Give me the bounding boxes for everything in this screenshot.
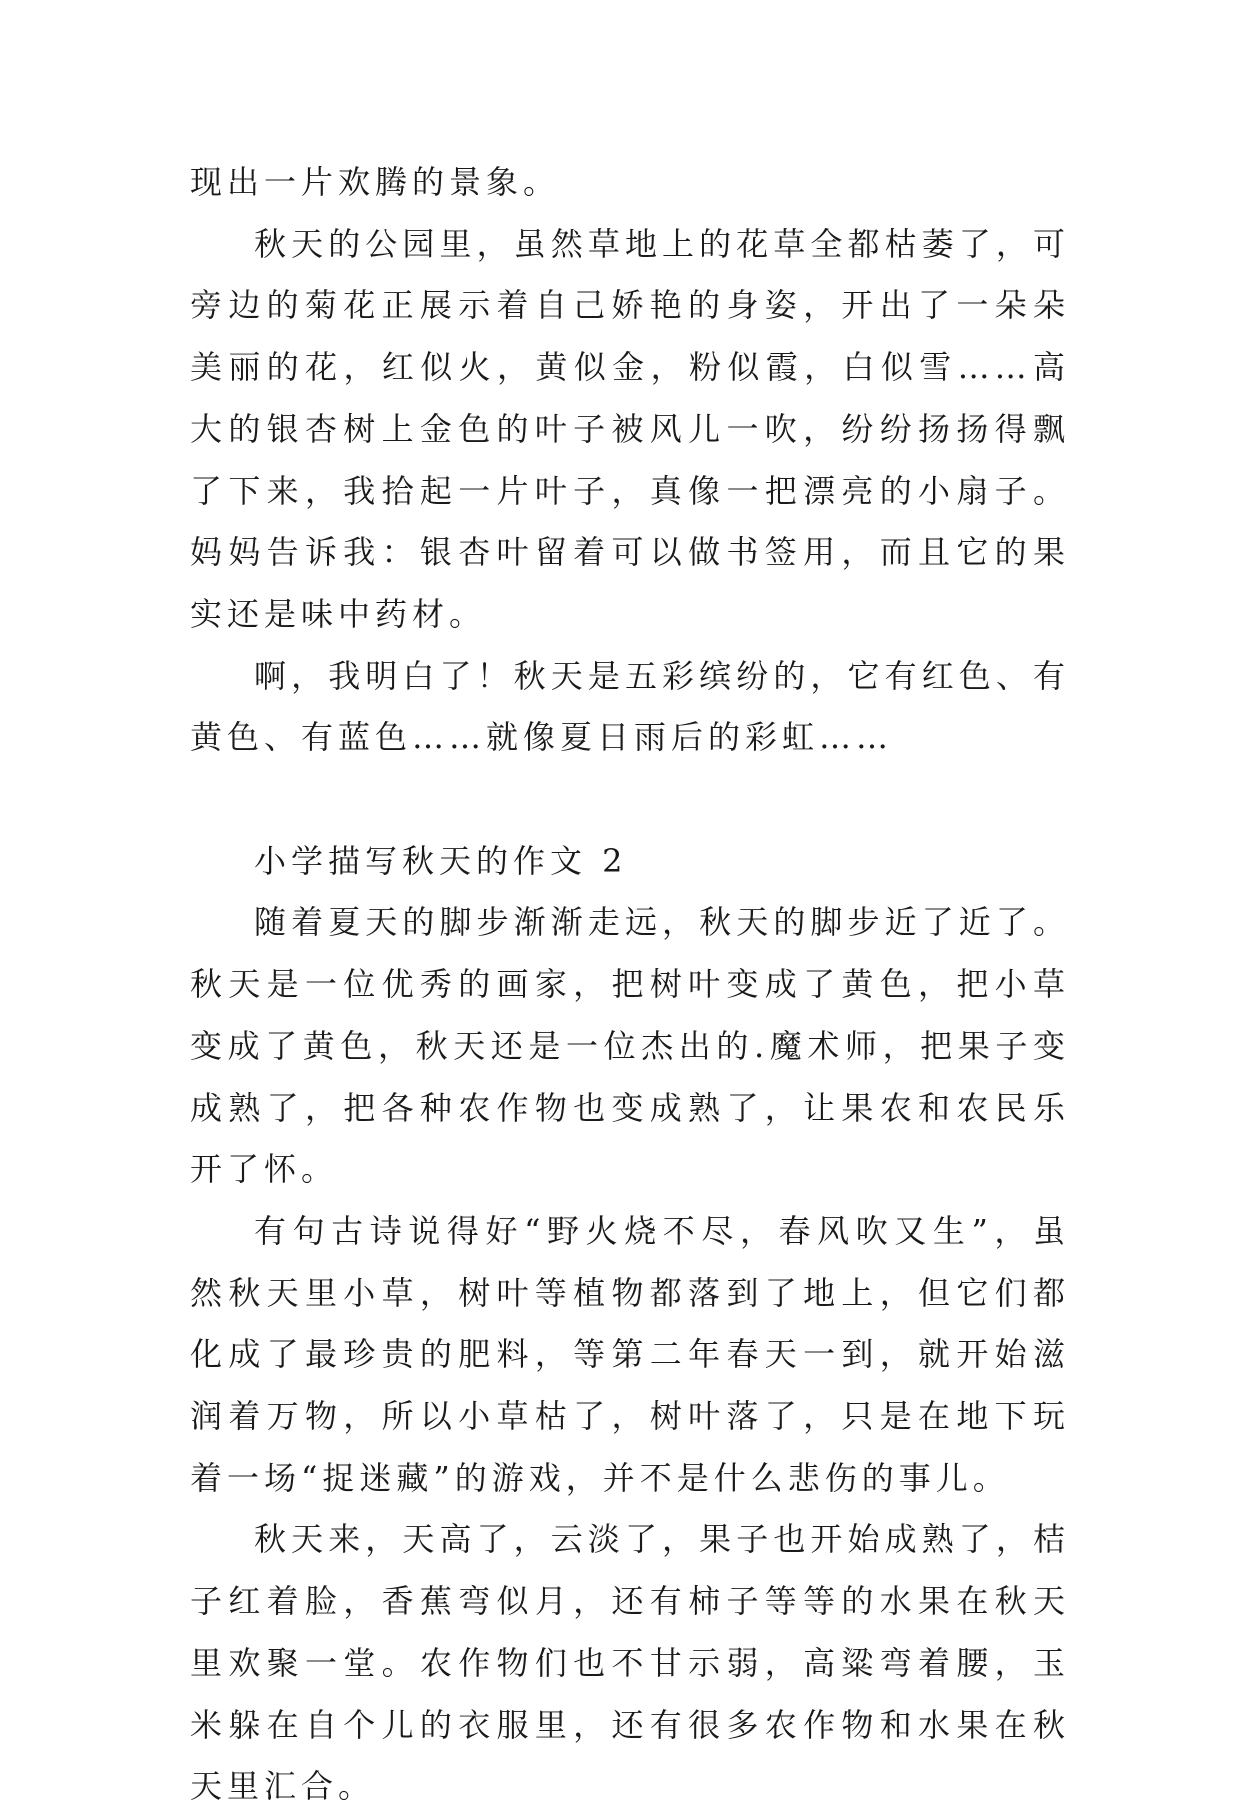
paragraph-harvest: 秋天来，天高了，云淡了，果子也开始成熟了，桔子红着脸，香蕉弯似月，还有柿子等等的水果在秋天里欢聚一堂。农作物们也不甘示弱，高粱弯着腰，玉米躲在自个儿的衣服里，还有很多农作物和水果在秋天里汇合。 <box>190 1520 1070 1806</box>
paragraph-poem: 有句古诗说得好“野火烧不尽，春风吹又生”，虽然秋天里小草，树叶等植物都落到了地上，但它们都化成了最珍贵的肥料，等第二年春天一到，就开始滋润着万物，所以小草枯了，树叶落了，只是在地下玩着一场“捉迷藏”的游戏，并不是什么悲伤的事儿。 <box>190 1211 1070 1497</box>
paragraph-colorful-autumn: 啊，我明白了！秋天是五彩缤纷的，它有红色、有黄色、有蓝色……就像夏日雨后的彩虹…… <box>190 656 1070 757</box>
document-body <box>190 152 1070 1818</box>
essay-title: 小学描写秋天的作文 2 <box>254 841 628 880</box>
paragraph-park: 秋天的公园里，虽然草地上的花草全都枯萎了，可旁边的菊花正展示着自己娇艳的身姿，开出了一朵朵美丽的花，红似火，黄似金，粉似霞，白似雪……高大的银杏树上金色的叶子被风儿一吹，纷纷扬扬得飘了下来，我拾起一片叶子，真像一把漂亮的小扇子。妈妈告诉我：银杏叶留着可以做书签用，而且它的果实还是味中药材。 <box>190 224 1070 633</box>
paragraph-continuation: 现出一片欢腾的景象。 <box>190 163 561 201</box>
paragraph-painter-magician: 随着夏天的脚步渐渐走远，秋天的脚步近了近了。秋天是一位优秀的画家，把树叶变成了黄色，把小草变成了黄色，秋天还是一位杰出的.魔术师，把果子变成熟了，把各种农作物也变成熟了，让果农和农民乐开了怀。 <box>190 903 1070 1189</box>
